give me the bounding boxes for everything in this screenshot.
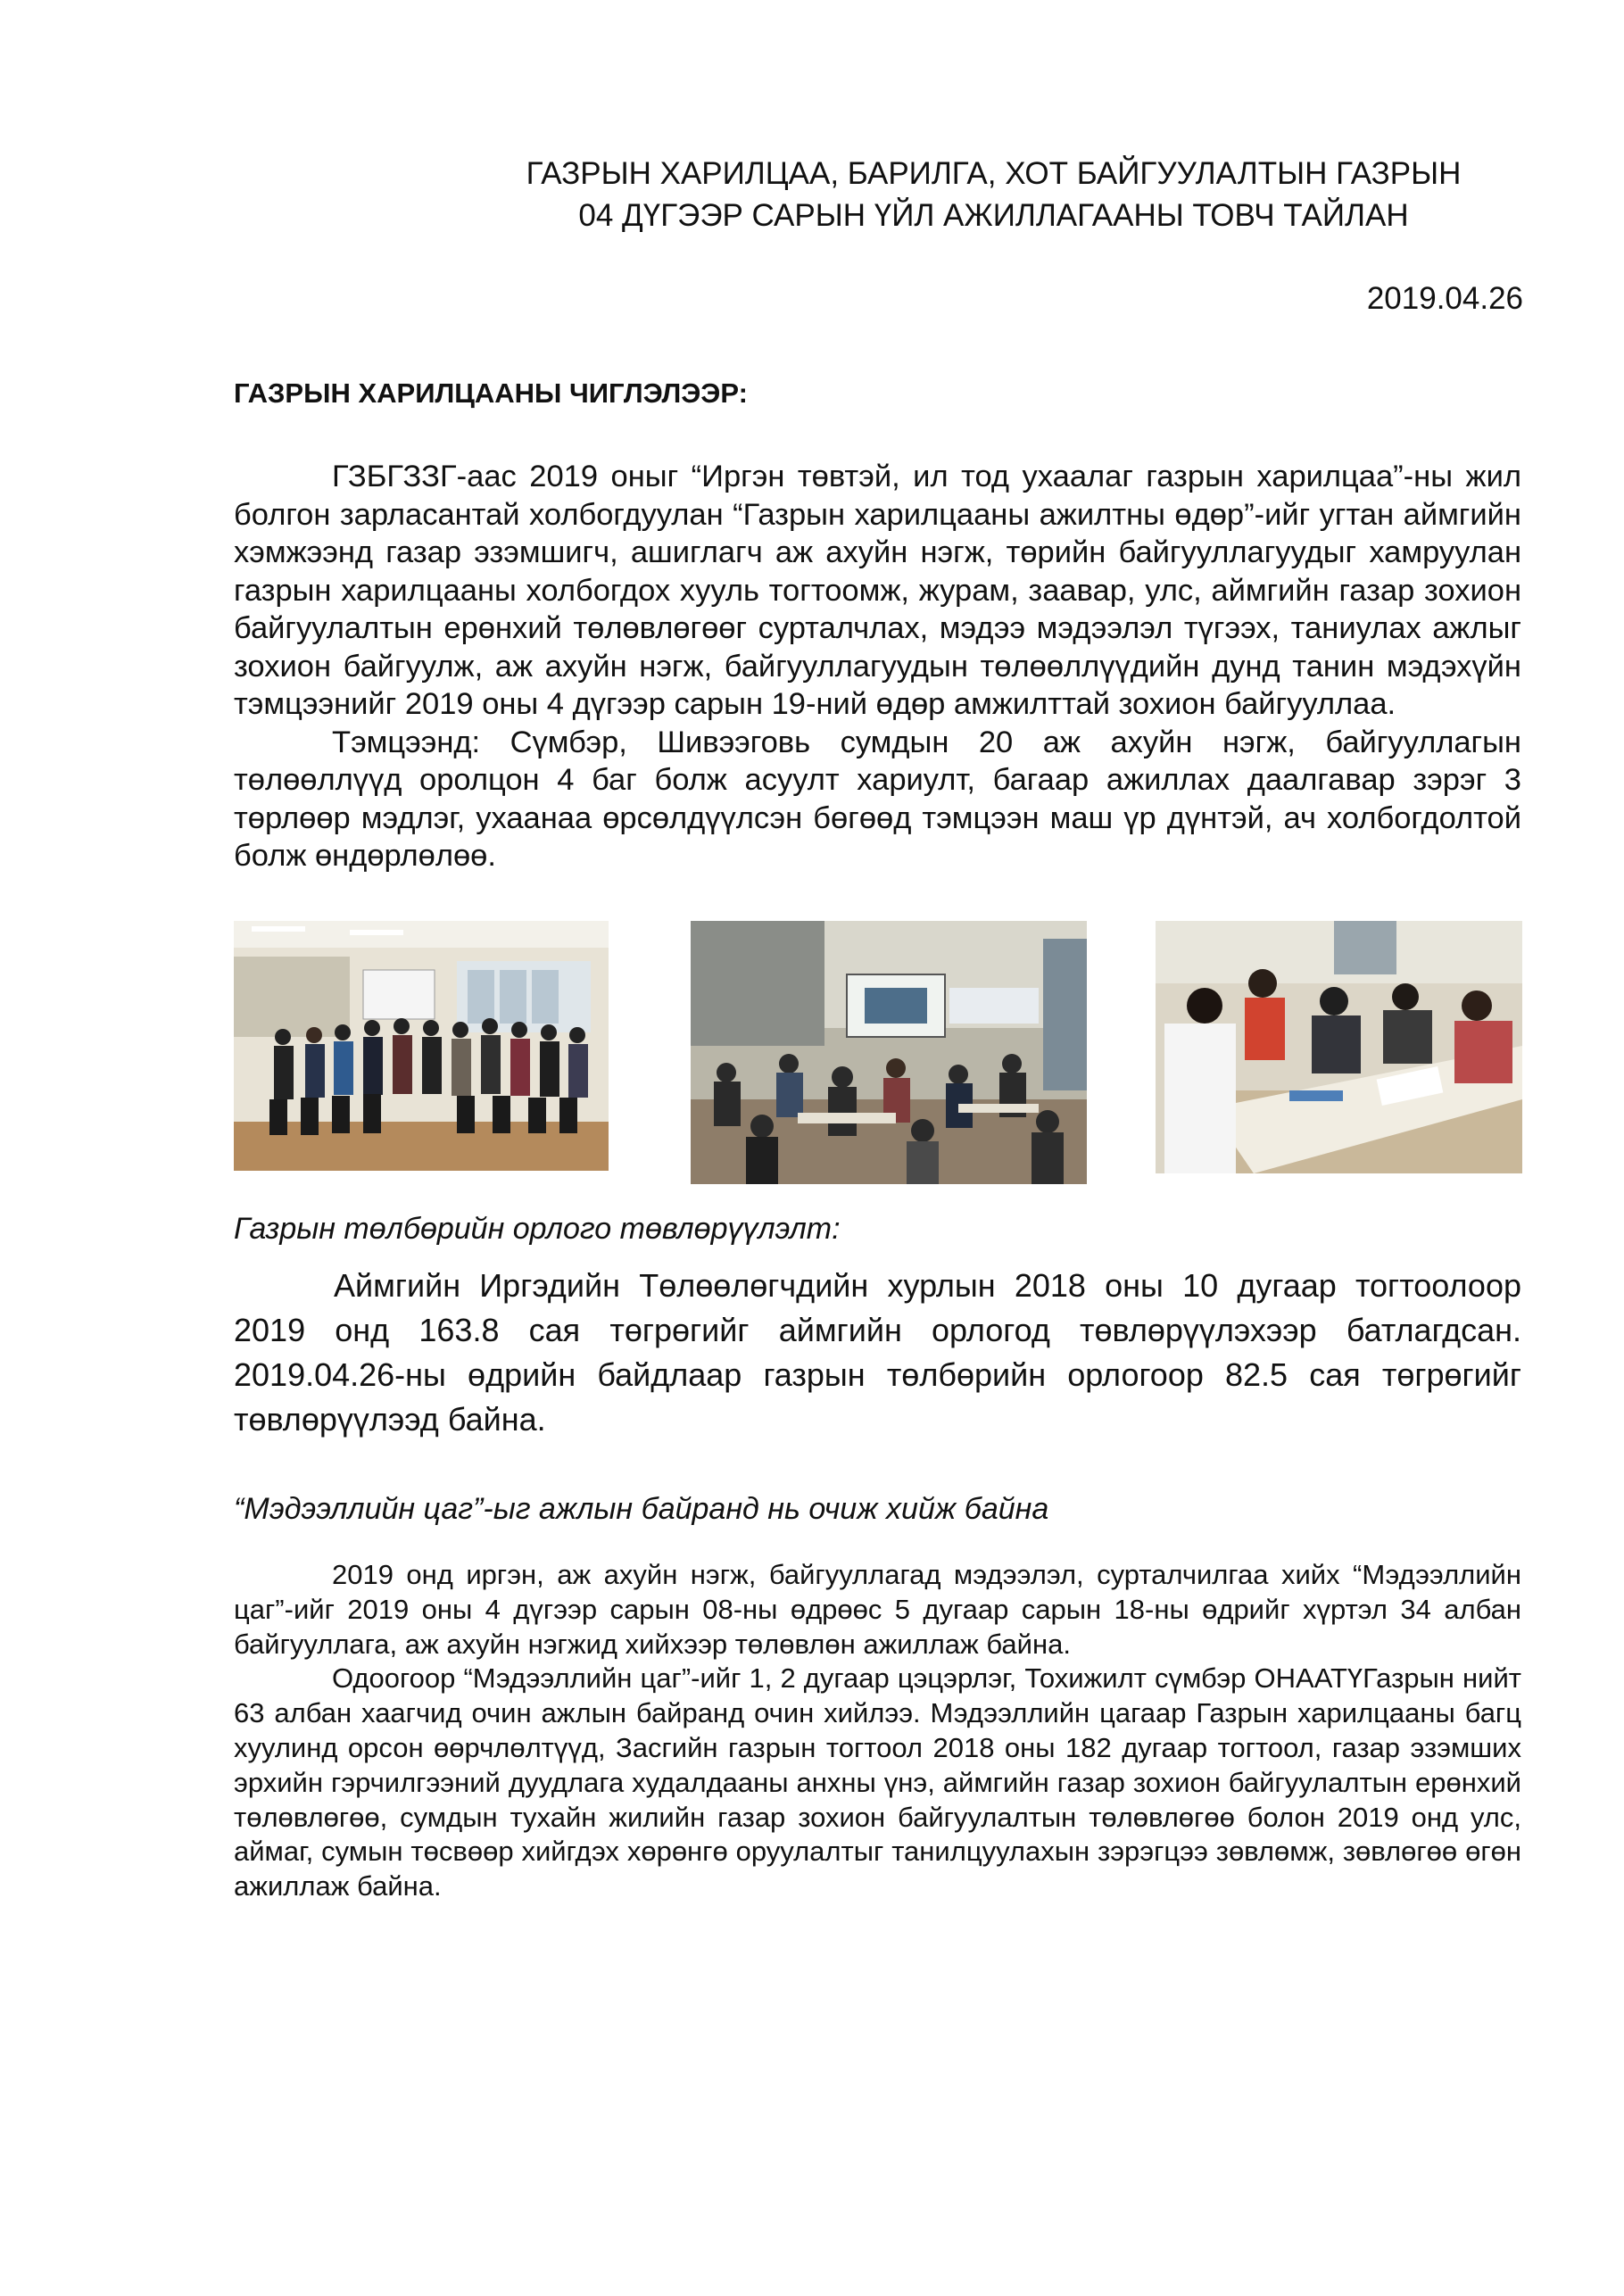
table-session-photo [1156, 921, 1522, 1173]
paragraph-1: ГЗБГЗЗГ-аас 2019 оныг “Иргэн төвтэй, ил тод ухаалаг газрын харилцаа”-ны жил болгон зарласантай холбогдуулан “Газрын харилцааны ажилтны өдөр”-ийг угтан аймгийн хэмжээнд газар эзэмшигч, ашиглагч аж ахуйн нэгж, төрийн байгууллагуудыг хамруулан газрын харилцааны холбогдох хууль тогтоомж, журам, заавар, улс, аймгийн газар зохион байгуулалтын ерөнхий төлөвлөгөөг сурталчлах, мэдээ мэдээлэл түгээх, таниулах ажлыг зохион байгуулж, аж ахуйн нэгж, байгууллагуудын төлөөллүүдийн дунд танин мэдэхүйн тэмцээнийг 2019 оны 4 дүгээр сарын 19-ний өдөр амжилттай зохион байгууллаа. [234, 460, 1521, 721]
group-photo [234, 921, 609, 1171]
section-heading: ГАЗРЫН ХАРИЛЦААНЫ ЧИГЛЭЛЭЭР: [234, 377, 748, 409]
table-session-photo-image [1156, 921, 1522, 1173]
info-hour-body [234, 1558, 1521, 1904]
meeting-hall-photo-image [691, 921, 1087, 1184]
subheading-land-fee: Газрын төлбөрийн орлого төвлөрүүлэлт: [234, 1212, 841, 1246]
title-line-2: 04 ДҮГЭЭР САРЫН ҮЙЛ АЖИЛЛАГААНЫ ТОВЧ ТАЙЛАН [578, 198, 1409, 233]
title-line-1: ГАЗРЫН ХАРИЛЦАА, БАРИЛГА, ХОТ БАЙГУУЛАЛТЫН ГАЗРЫН [526, 156, 1462, 191]
paragraph-5: Одоогоор “Мэдээллийн цаг”-ийг 1, 2 дугаар цэцэрлэг, Тохижилт сүмбэр ОНААТҮГазрын нийт 63 албан хаагчид очин ажлын байранд очин хийлээ. Мэдээллийн цагаар Газрын харилцааны багц хуулинд орсон өөрчлөлтүүд, Засгийн газрын тогтоол 2018 оны 182 дугаар тогтоол, газар эзэмших эрхийн гэрчилгээний дуудлага худалдааны анхны үнэ, аймгийн газар зохион байгуулалтын ерөнхий төлөвлөгөө, сумдын тухайн жилийн газар зохион байгуулалтын төлөвлөгөө болон 2019 онд улс, аймаг, сумын төсвөөр хийгдэх хөрөнгө оруулалтыг танилцуулахын зэрэгцээ зөвлөмж, зөвлөгөө өгөн ажиллаж байна. [234, 1662, 1521, 1902]
section-body [234, 458, 1521, 875]
paragraph-3: Аймгийн Иргэдийн Төлөөлөгчдийн хурлын 2018 оны 10 дугаар тогтоолоор 2019 онд 163.8 сая төгрөгийг аймгийн орлогод төвлөрүүлэхээр батлагдсан. 2019.04.26-ны өдрийн байдлаар газрын төлбөрийн орлогоор 82.5 сая төгрөгийг төвлөрүүлээд байна. [234, 1267, 1521, 1438]
paragraph-4: 2019 онд иргэн, аж ахуйн нэгж, байгууллагад мэдээлэл, сурталчилгаа хийх “Мэдээллийн цаг”-ийг 2019 оны 4 дүгээр сарын 08-ны өдрөөс 5 дугаар сарын 18-ны өдрийг хүртэл 34 албан байгууллага, аж ахуйн нэгжид хийхээр төлөвлөн ажиллаж байна. [234, 1559, 1521, 1660]
paragraph-2: Тэмцээнд: Сүмбэр, Шивээговь сумдын 20 аж ахуйн нэгж, байгууллагын төлөөллүүд оролцон 4 баг болж асуулт хариулт, багаар ажиллах даалгавар зэрэг 3 төрлөөр мэдлэг, ухаанаа өрсөлдүүлсэн бөгөөд тэмцээн маш үр дүнтэй, ач холбогдолтой болж өндөрлөлөө. [234, 725, 1521, 873]
group-photo-image [234, 921, 609, 1171]
report-date: 2019.04.26 [1366, 281, 1523, 316]
subheading-info-hour: “Мэдээллийн цаг”-ыг ажлын байранд нь очиж хийж байна [234, 1492, 1049, 1526]
meeting-hall-photo [691, 921, 1087, 1184]
